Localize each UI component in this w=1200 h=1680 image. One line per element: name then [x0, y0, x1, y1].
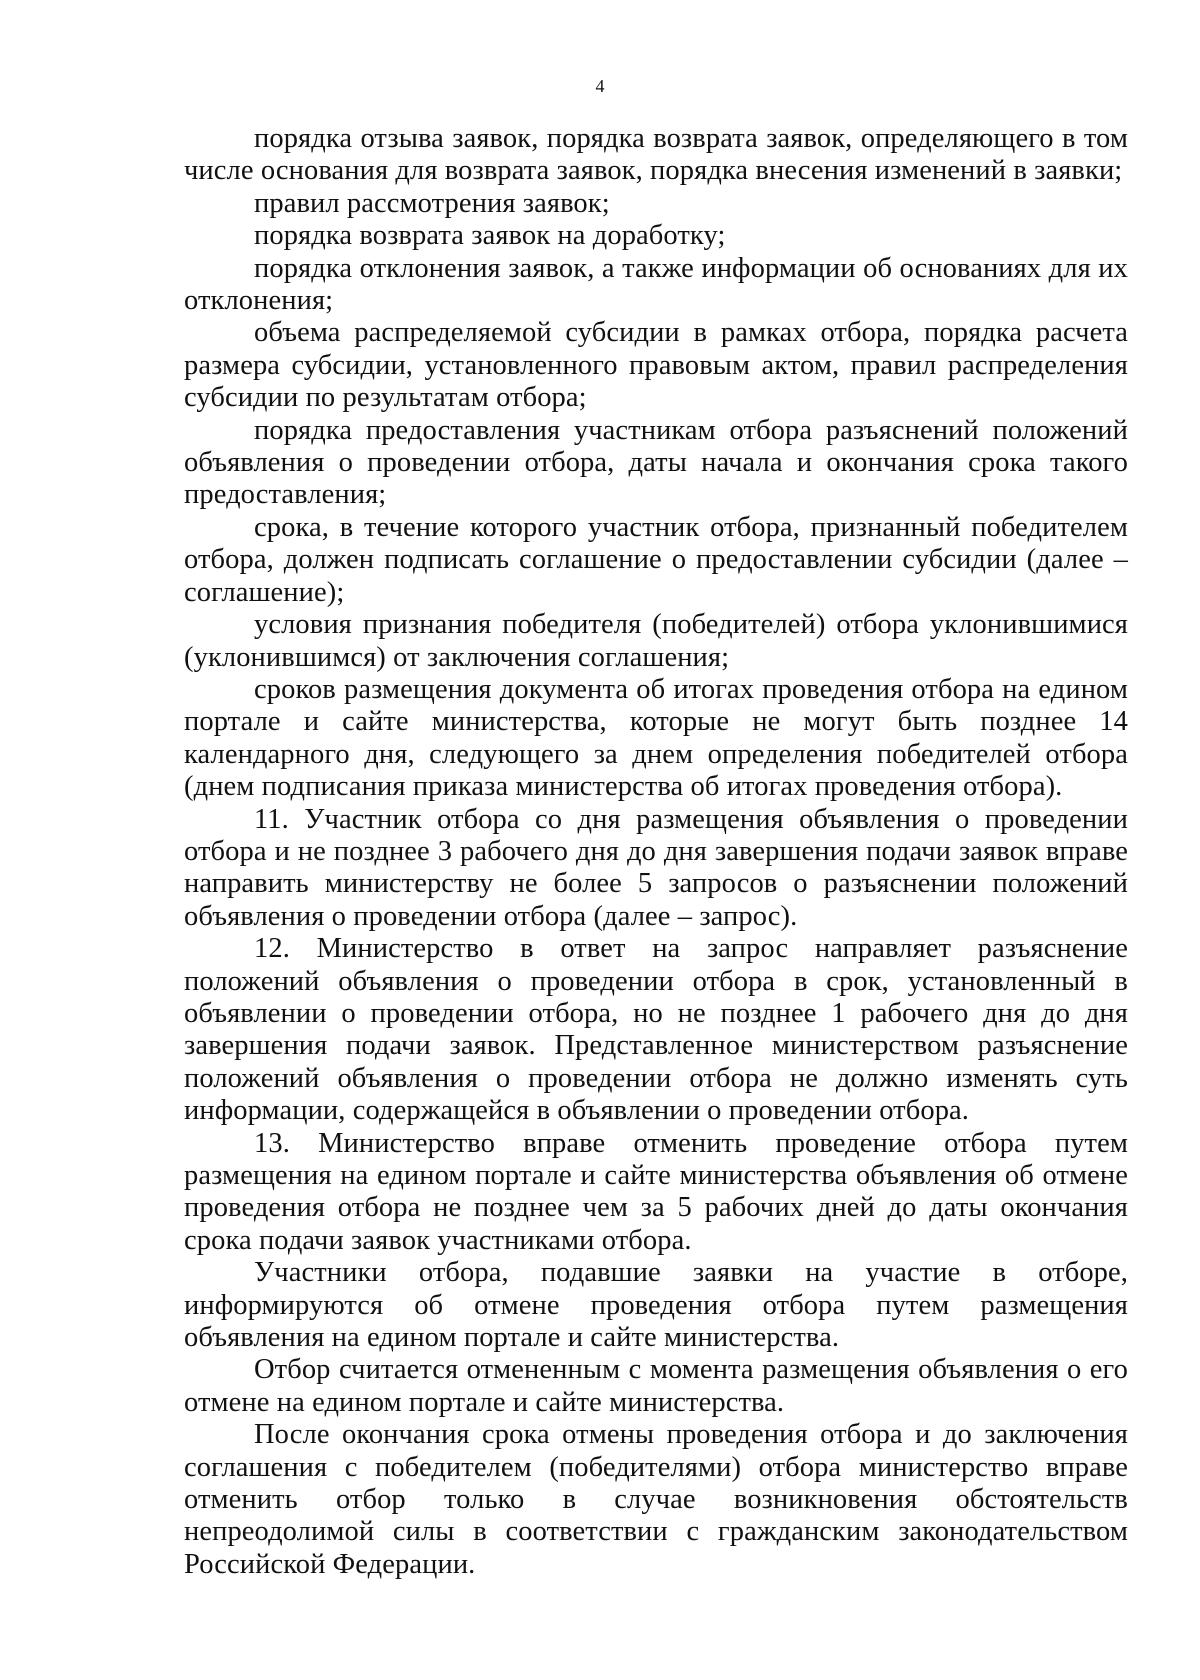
clause-12: 12. Министерство в ответ на запрос направляет разъяснение положений объявления о проведении отбора в срок, установленный в объявлении о проведении отбора, но не позднее 1 рабочего дня до дня завершения подачи заявок. Представленное министерством разъяснение положений объявления о проведении отбора не должно изменять суть информации, содержащейся в объявлении о проведении отбора. — [184, 933, 1128, 1127]
clause-13: 13. Министерство вправе отменить проведение отбора путем размещения на едином портале и сайте министерства объявления об отмене проведения отбора не позднее чем за 5 рабочих дней до даты окончания срока подачи заявок участниками отбора. — [184, 1127, 1128, 1256]
paragraph: сроков размещения документа об итогах проведения отбора на едином портале и сайте министерства, которые не могут быть позднее 14 календарного дня, следующего за днем определения победителей отбора (днем подписания приказа министерства об итогах проведения отбора). — [184, 673, 1128, 803]
paragraph: порядка предоставления участникам отбора разъяснений положений объявления о проведении отбора, даты начала и окончания срока такого предоставления; — [184, 414, 1128, 511]
clause-11: 11. Участник отбора со дня размещения объявления о проведении отбора и не позднее 3 рабочего дня до дня завершения подачи заявок вправе направить министерству не более 5 запросов о разъяснении положений объявления о проведении отбора (далее – запрос). — [184, 803, 1128, 932]
paragraph: порядка возврата заявок на доработку; — [254, 220, 726, 252]
page-number: 4 — [595, 76, 605, 96]
paragraph: порядка отзыва заявок, порядка возврата заявок, определяющего в том числе основания для возврата заявок, порядка внесения изменений в заявки; — [184, 123, 1128, 187]
paragraph: условия признания победителя (победителей) отбора уклонившимися (уклонившимся) от заключения соглашения; — [184, 609, 1128, 673]
paragraph: объема распределяемой субсидии в рамках отбора, порядка расчета размера субсидии, установленного правовым актом, правил распределения субсидии по результатам отбора; — [184, 317, 1128, 414]
paragraph: Участники отбора, подавшие заявки на участие в отборе, информируются об отмене проведения отбора путем размещения объявления на едином портале и сайте министерства. — [184, 1257, 1128, 1354]
paragraph: срока, в течение которого участник отбора, признанный победителем отбора, должен подписать соглашение о предоставлении субсидии (далее – соглашение); — [184, 511, 1128, 608]
paragraph: правил рассмотрения заявок; — [254, 187, 610, 219]
document-body — [184, 123, 1128, 1581]
paragraph: После окончания срока отмены проведения отбора и до заключения соглашения с победителем (победителями) отбора министерство вправе отменить отбор только в случае возникновения обстоятельств непреодолимой силы в соответствии с гражданским законодательством Российской Федерации. — [184, 1419, 1128, 1580]
paragraph: Отбор считается отмененным с момента размещения объявления о его отмене на едином портале и сайте министерства. — [184, 1354, 1128, 1418]
paragraph: порядка отклонения заявок, а также информации об основаниях для их отклонения; — [184, 252, 1128, 317]
